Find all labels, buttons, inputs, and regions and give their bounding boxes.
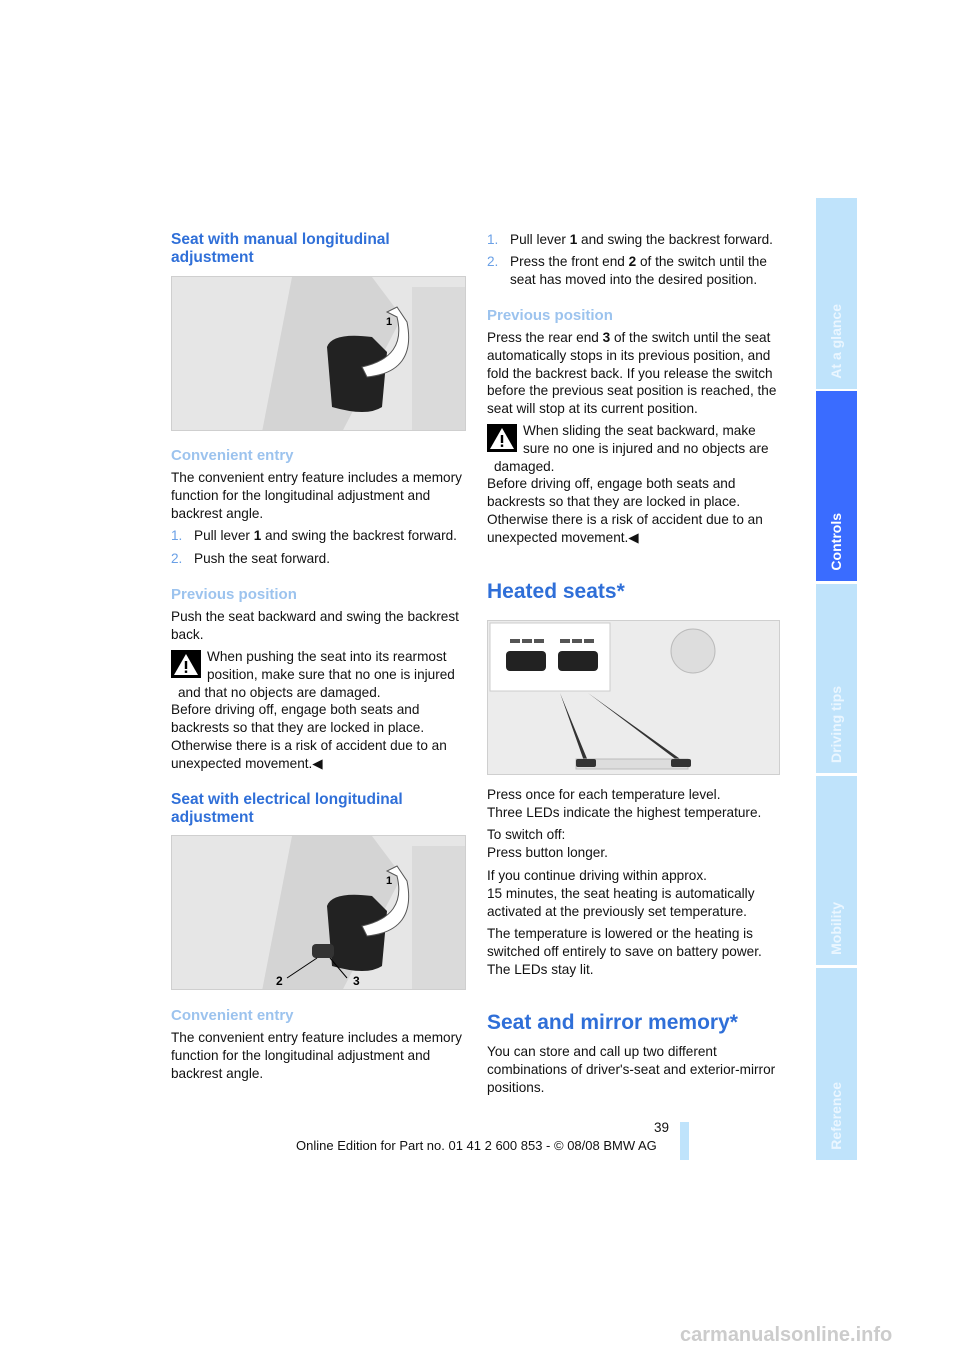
list-item	[171, 527, 467, 545]
text: of the switch until the seat automatically stops in its previous position, and fold the backrest back. If you release the switch before the previous seat position is reached, the seat will stop at its current position.	[487, 330, 777, 417]
step-number: 2.	[487, 254, 499, 269]
sidebar-tab-at-a-glance[interactable]	[816, 198, 857, 389]
text: Press button longer.	[487, 844, 608, 860]
sidebar-tab-controls[interactable]	[816, 391, 857, 581]
tab-label: At a glance	[828, 304, 844, 379]
list-item	[171, 550, 467, 568]
seat-switch-illustration	[171, 835, 466, 990]
text: and swing the backrest forward.	[261, 528, 457, 543]
warning-text: Before driving off, engage both seats and backrests so that they are locked in place. Otherwise there is a risk of accident due to an unexpected movement.◀	[487, 476, 763, 545]
section-heading-manual: Seat with manual longitudinal adjustment	[171, 231, 390, 266]
sidebar-tab-mobility[interactable]	[816, 776, 857, 965]
section-heading-seat-memory: Seat and mirror memory*	[487, 1011, 738, 1034]
warning-icon	[171, 650, 201, 678]
warning-text: When pushing the seat into its rearmost position, make sure that no one is injured and that no objects are damaged.	[178, 649, 455, 700]
section-heading-heated-seats: Heated seats*	[487, 580, 625, 603]
paragraph	[487, 826, 783, 862]
text: 3	[602, 330, 611, 345]
text: Press once for each temperature level.	[487, 787, 721, 802]
text: 1	[253, 528, 262, 543]
paragraph	[487, 329, 783, 418]
subheading-previous-position: Previous position	[171, 586, 297, 603]
page-marker-bar	[680, 1122, 689, 1160]
sidebar-tab-reference[interactable]	[816, 968, 857, 1160]
paragraph: The convenient entry feature includes a memory function for the longitudinal adjustment and backrest angle.	[171, 470, 462, 521]
paragraph: The convenient entry feature includes a memory function for the longitudinal adjustment and backrest angle.	[171, 1030, 462, 1081]
page-number: 39	[654, 1120, 670, 1135]
text: If you continue driving within approx.	[487, 868, 707, 883]
footer-text: Online Edition for Part no. 01 41 2 600 853 - © 08/08 BMW AG	[296, 1138, 657, 1153]
subheading-convenient-entry: Convenient entry	[171, 447, 294, 464]
step-number: 1.	[487, 232, 499, 247]
paragraph: Push the seat backward and swing the backrest back.	[171, 609, 459, 642]
text: Three LEDs indicate the highest temperature.	[487, 804, 762, 820]
callout-label: 3	[353, 974, 360, 988]
text: Pull lever	[510, 232, 570, 247]
warning-note	[171, 648, 467, 773]
text: 15 minutes, the seat heating is automatically activated at the previously set temperature.	[487, 885, 755, 919]
seat-lever-illustration	[171, 276, 466, 431]
warning-text: Before driving off, engage both seats and backrests so that they are locked in place. Otherwise there is a risk of accident due to an unexpected movement.◀	[171, 702, 447, 771]
text: Press the front end	[510, 254, 629, 269]
section-heading-electric: Seat with electrical longitudinal adjustment	[171, 791, 403, 826]
text: Pull lever	[194, 528, 254, 543]
paragraph: The temperature is lowered or the heating is switched off entirely to save on battery power. The LEDs stay lit.	[487, 926, 762, 977]
tab-label: Mobility	[828, 902, 844, 955]
warning-icon	[487, 424, 517, 452]
text: of the switch until the seat has moved into the desired position.	[510, 254, 767, 287]
step-number: 2.	[171, 551, 183, 566]
tab-label: Driving tips	[828, 685, 844, 763]
list-item	[487, 231, 783, 249]
subheading-convenient-entry: Convenient entry	[171, 1007, 294, 1024]
text: Press the rear end	[487, 330, 603, 345]
watermark: carmanualsonline.info	[680, 1324, 893, 1346]
warning-note	[487, 422, 783, 547]
paragraph	[487, 786, 783, 822]
svg-text:1: 1	[386, 316, 393, 328]
heated-seat-buttons-illustration	[487, 620, 780, 775]
sidebar-tab-driving-tips[interactable]	[816, 584, 857, 773]
text: To switch off:	[487, 827, 566, 842]
callout-label: 2	[276, 974, 283, 988]
paragraph: You can store and call up two different combinations of driver's-seat and exterior-mirror positions.	[487, 1044, 776, 1095]
list-item	[487, 253, 783, 289]
warning-text: When sliding the seat backward, make sure no one is injured and no objects are damaged.	[494, 423, 769, 474]
step-number: 1.	[171, 528, 183, 543]
tab-label: Reference	[828, 1082, 844, 1150]
text: 1	[569, 232, 578, 247]
text: 2	[628, 254, 637, 269]
tab-label: Controls	[828, 513, 844, 571]
paragraph	[487, 867, 783, 920]
text: and swing the backrest forward.	[577, 232, 773, 247]
callout-label: 1	[386, 875, 393, 887]
subheading-previous-position: Previous position	[487, 307, 613, 324]
text: Push the seat forward.	[194, 551, 331, 566]
